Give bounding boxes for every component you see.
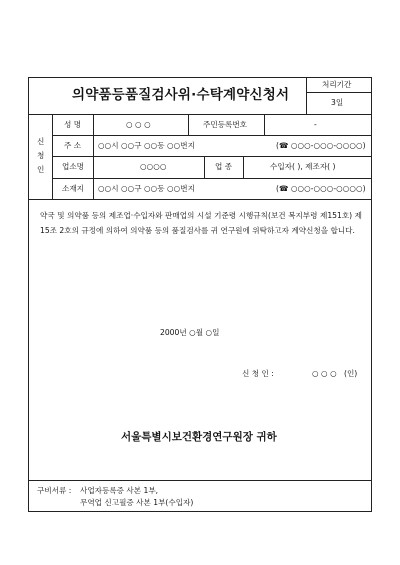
name-label: 성 명 [64,120,82,129]
processing-period-label: 처리기간 [322,80,352,89]
resident-no-value: - [314,120,317,129]
row-line-2 [52,156,372,157]
recipient: 서울특별시보건환경연구원장 귀하 [121,431,277,443]
location-label: 소재지 [62,184,85,193]
applicant-signature-label: 신 청 인 : [242,369,274,378]
section-label-char-2: 청 [37,151,45,160]
attachment-item-1: 사업자등록증 사본 1부, [80,486,159,495]
business-type-value: 수입자( ), 제조자( ) [270,162,336,171]
row-line-1 [52,135,372,136]
business-name-label: 업소명 [62,162,85,171]
biz-mid-divider [204,156,205,178]
address-label: 주 소 [64,141,82,150]
section-divider [52,114,53,199]
processing-period-value: 3일 [331,98,344,107]
business-type-label: 업 종 [215,162,233,171]
business-name-value: ○○○○ [140,162,167,171]
name-value: ○ ○ ○ [126,120,151,129]
attachments-divider [28,480,372,481]
form-title: 의약품등품질검사위·수탁계약신청서 [72,87,290,103]
application-statement: 약국 및 의약품 등의 제조업·수입자와 판매업의 시설 기준령 시행규칙(보건 복지부령 제151호) 제15조 2호의 규정에 의하여 의약품 등의 품질검사를 귀 연구원에 위탁하고자 계약신청을 합니다. [40,211,362,236]
section-label-char-1: 신 [37,137,45,146]
row-line-3 [52,178,372,179]
name-mid-divider-2 [264,114,265,135]
attachment-item-2: 무역업 신고필증 사본 1부(수입자) [80,498,194,507]
table-bottom-line [28,199,372,200]
header-divider [306,77,307,114]
applicant-seal: (인) [344,369,358,378]
applicant-signature-name: ○ ○ ○ [312,369,337,378]
table-top-line [28,114,372,115]
location-phone: (☎ ○○○-○○○-○○○○) [276,184,366,193]
resident-no-label: 주민등록번호 [203,120,248,129]
section-label-char-3: 인 [37,165,45,174]
biz-mid-divider-2 [243,156,244,178]
attachments-label: 구비서류 : [37,486,72,495]
header-mid-line [306,92,372,93]
address-phone: (☎ ○○○-○○○-○○○○) [276,141,366,150]
application-date: 2000년 ○월 ○일 [160,328,220,337]
label-divider [93,114,94,199]
name-mid-divider [188,114,189,135]
location-value: ○○시 ○○구 ○○동 ○○번지 [98,184,195,193]
address-value: ○○시 ○○구 ○○동 ○○번지 [98,141,195,150]
